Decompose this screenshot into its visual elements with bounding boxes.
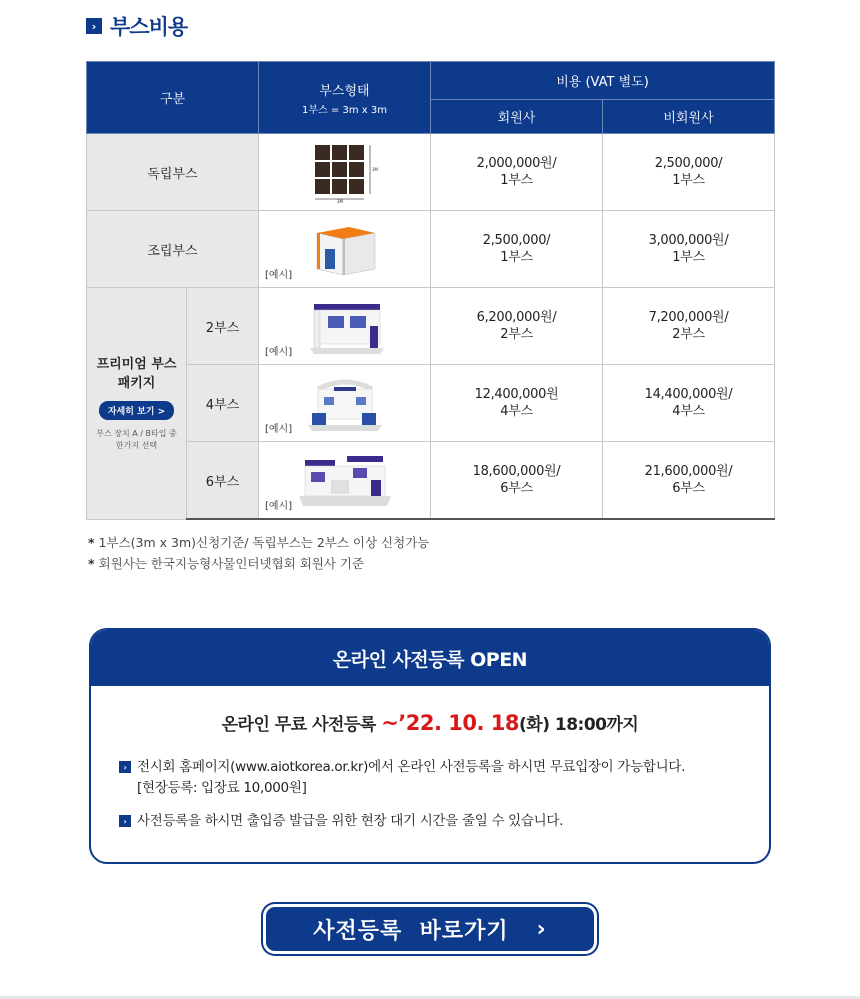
price-text: 2,500,000/ 1부스 bbox=[482, 233, 551, 265]
note-text: 1부스(3m x 3m)신청기준/ 독립부스는 2부스 이상 신청가능 bbox=[98, 535, 430, 550]
price-member bbox=[431, 211, 603, 288]
premium-package-cell bbox=[87, 288, 187, 520]
example-label: [예시] bbox=[265, 501, 293, 512]
chevron-right-icon: › bbox=[119, 761, 131, 773]
booth-grid-image bbox=[305, 141, 385, 203]
price-member bbox=[431, 442, 603, 520]
header-booth-type-sub: 1부스 = 3m x 3m bbox=[302, 104, 387, 116]
premium-note: 부스 장치 A / B타입 중 한가지 선택 bbox=[96, 428, 177, 450]
price-nonmember bbox=[603, 211, 775, 288]
premium-4-booth-image bbox=[300, 373, 390, 433]
price-nonmember bbox=[603, 442, 775, 520]
detail-view-button[interactable]: 자세히 보기 > bbox=[99, 401, 174, 420]
header-booth-type bbox=[259, 62, 431, 134]
price-text: 18,600,000원/ 6부스 bbox=[472, 464, 561, 496]
registration-item-text: 전시회 홈페이지(www.aiotkorea.or.kr)에서 온라인 사전등록을 하시면 무료입장이 가능합니다. [현장등록: 입장료 10,000원] bbox=[137, 759, 686, 796]
notes bbox=[88, 532, 429, 574]
header-member: 회원사 bbox=[431, 100, 603, 134]
registration-items bbox=[119, 757, 769, 832]
table-row bbox=[87, 211, 775, 288]
price-member bbox=[431, 365, 603, 442]
note-text: 회원사는 한국지능형사물인터넷협회 회원사 기준 bbox=[98, 556, 365, 571]
booth-fee-table bbox=[86, 61, 775, 520]
example-label: [예시] bbox=[265, 424, 293, 435]
price-text: 14,400,000원/ 4부스 bbox=[644, 387, 733, 419]
table-row bbox=[87, 134, 775, 211]
chevron-right-icon: › bbox=[536, 916, 547, 942]
dim-label-x: 3M bbox=[336, 199, 343, 203]
price-text: 2,500,000/ 1부스 bbox=[654, 156, 723, 188]
premium-6-booth-image bbox=[295, 450, 395, 510]
chevron-right-icon: › bbox=[119, 815, 131, 827]
price-member bbox=[431, 134, 603, 211]
table-row bbox=[87, 365, 775, 442]
registration-title: 온라인 사전등록 OPEN bbox=[91, 630, 769, 686]
price-text: 21,600,000원/ 6부스 bbox=[644, 464, 733, 496]
list-item bbox=[119, 757, 769, 799]
asterisk-icon: * bbox=[88, 535, 95, 550]
header-category: 구분 bbox=[87, 62, 259, 134]
pre-registration-button[interactable] bbox=[263, 904, 597, 954]
section-title-text: 부스비용 bbox=[110, 15, 188, 39]
price-member bbox=[431, 288, 603, 365]
premium-2-booth-image bbox=[300, 296, 390, 356]
price-text: 3,000,000원/ 1부스 bbox=[648, 233, 729, 265]
row-label-assembled: 조립부스 bbox=[87, 211, 259, 288]
booth-image-cell bbox=[259, 288, 431, 365]
assembled-booth-image bbox=[305, 219, 385, 279]
booth-image-cell bbox=[259, 442, 431, 520]
premium-label: 프리미엄 부스 패키지 bbox=[96, 356, 177, 391]
note-item bbox=[88, 553, 429, 574]
dim-label-y: 3M bbox=[371, 167, 378, 172]
price-text: 2,000,000원/ 1부스 bbox=[476, 156, 557, 188]
option-label-4: 4부스 bbox=[187, 365, 259, 442]
booth-image-cell bbox=[259, 365, 431, 442]
headline-prefix: 온라인 무료 사전등록 bbox=[221, 715, 382, 735]
header-nonmember: 비회원사 bbox=[603, 100, 775, 134]
registration-headline bbox=[91, 710, 769, 735]
header-booth-type-label: 부스형태 bbox=[319, 83, 370, 99]
example-label: [예시] bbox=[265, 270, 293, 281]
pre-registration-button-label: 사전등록 바로가기 bbox=[313, 918, 509, 944]
note-item bbox=[88, 532, 429, 553]
registration-box bbox=[89, 628, 771, 864]
booth-image-cell bbox=[259, 211, 431, 288]
asterisk-icon: * bbox=[88, 556, 95, 571]
option-label-6: 6부스 bbox=[187, 442, 259, 520]
price-nonmember bbox=[603, 365, 775, 442]
price-text: 7,200,000원/ 2부스 bbox=[648, 310, 729, 342]
section-title bbox=[86, 10, 187, 42]
header-cost: 비용 (VAT 별도) bbox=[431, 62, 775, 100]
headline-suffix: (화) 18:00까지 bbox=[519, 715, 639, 735]
chevron-right-icon: › bbox=[86, 18, 102, 34]
price-text: 6,200,000원/ 2부스 bbox=[476, 310, 557, 342]
headline-date: ~’22. 10. 18 bbox=[381, 711, 520, 735]
booth-image-cell bbox=[259, 134, 431, 211]
registration-item-text: 사전등록을 하시면 출입증 발급을 위한 현장 대기 시간을 줄일 수 있습니다. bbox=[137, 813, 564, 829]
price-text: 12,400,000원 4부스 bbox=[474, 387, 559, 419]
table-row bbox=[87, 288, 775, 365]
option-label-2: 2부스 bbox=[187, 288, 259, 365]
example-label: [예시] bbox=[265, 347, 293, 358]
table-row bbox=[87, 442, 775, 520]
list-item bbox=[119, 811, 769, 832]
row-label-independent: 독립부스 bbox=[87, 134, 259, 211]
price-nonmember bbox=[603, 288, 775, 365]
price-nonmember bbox=[603, 134, 775, 211]
